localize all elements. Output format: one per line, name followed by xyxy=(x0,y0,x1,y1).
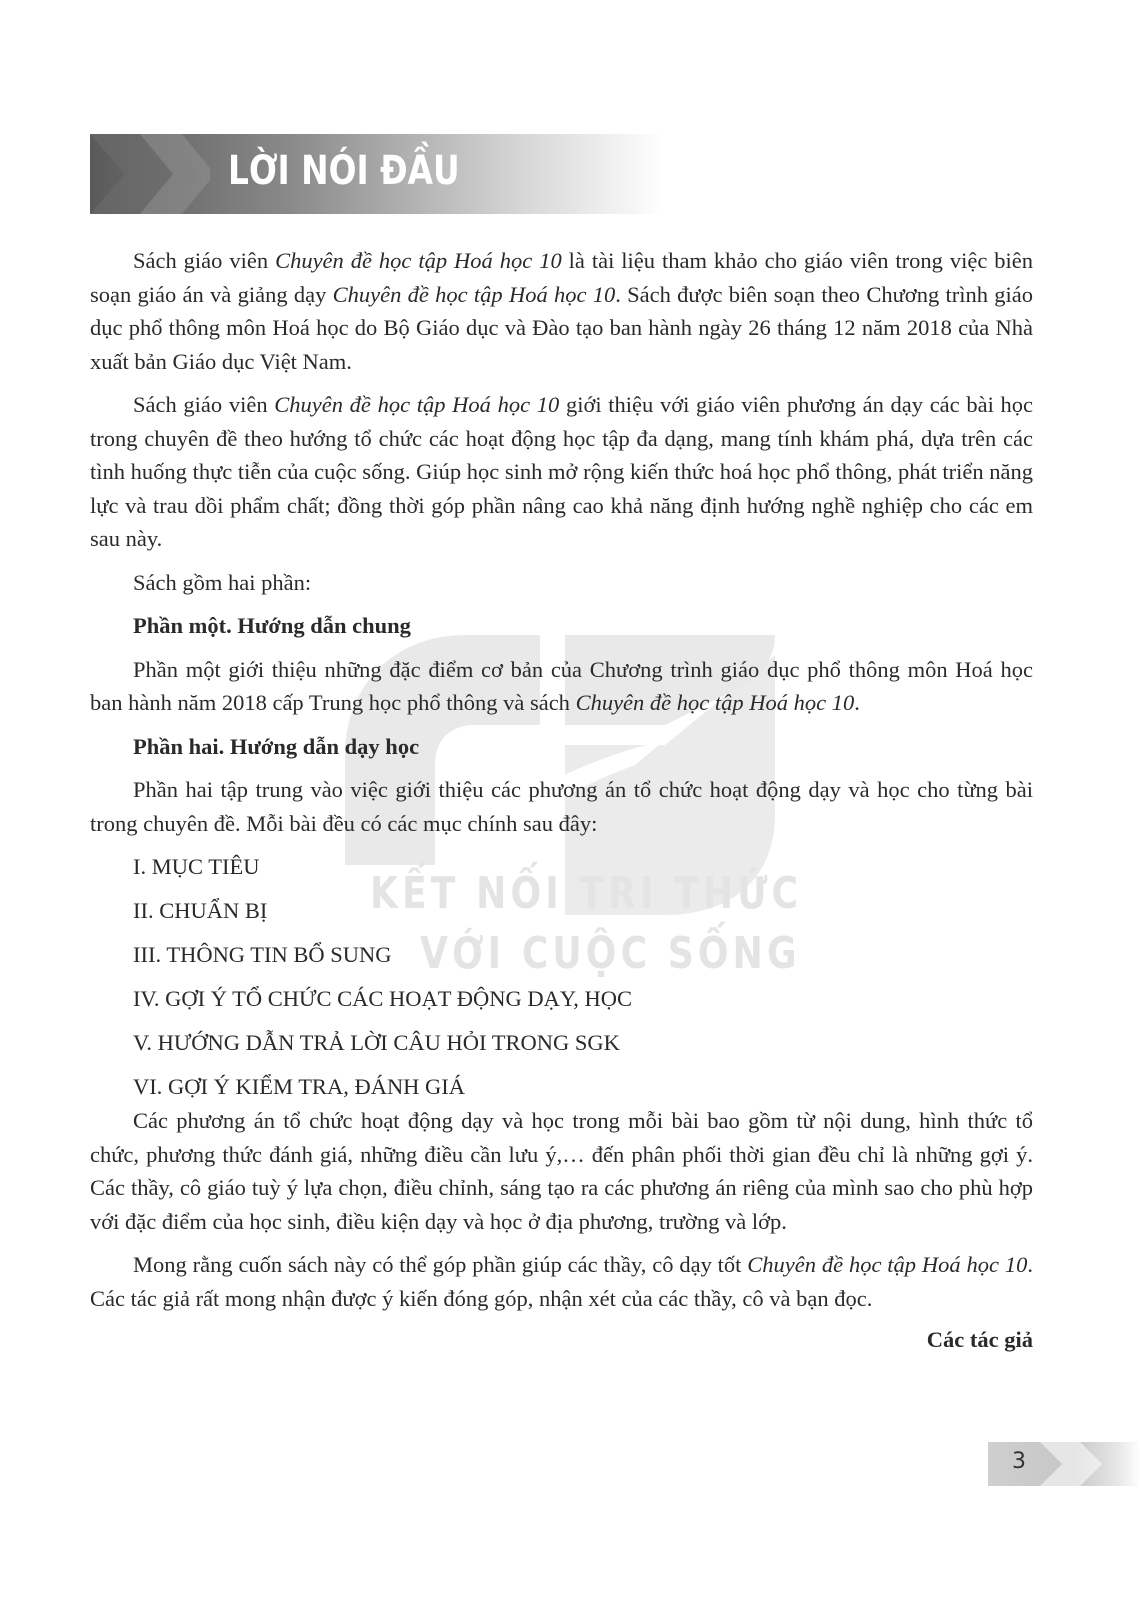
preface-body xyxy=(90,244,1033,1357)
signature: Các tác giả xyxy=(926,1327,1033,1352)
list-item: III. THÔNG TIN BỔ SUNG xyxy=(133,942,392,967)
list-item: V. HƯỚNG DẪN TRẢ LỜI CÂU HỎI TRONG SGK xyxy=(133,1030,620,1055)
paragraph-closing: Mong rằng cuốn sách này có thể góp phần giúp các thầy, cô dạy tốt Chuyên đề học tập Hoá học 10. Các tác giả rất mong nhận được ý kiến đóng góp, nhận xét của các thầy, cô và bạn đọc. xyxy=(90,1252,1033,1311)
part1-text: Phần một giới thiệu những đặc điểm cơ bản của Chương trình giáo dục phổ thông môn Hoá học ban hành năm 2018 cấp Trung học phổ thông và sách Chuyên đề học tập Hoá học 10. xyxy=(90,656,1033,715)
list-item: IV. GỢI Ý TỔ CHỨC CÁC HOẠT ĐỘNG DẠY, HỌC xyxy=(133,986,632,1011)
paragraph-intro: Sách giáo viên Chuyên đề học tập Hoá học 10 là tài liệu tham khảo cho giáo viên trong việc biên soạn giáo án và giảng dạy Chuyên đề học tập Hoá học 10. Sách được biên soạn theo Chương trình giáo dục phổ thông môn Hoá học do Bộ Giáo dục và Đào tạo ban hành ngày 26 tháng 12 năm 2018 của Nhà xuất bản Giáo dục Việt Nam. xyxy=(90,248,1033,374)
watermark-text-line2: VỚI CUỘC SỐNG xyxy=(420,928,801,979)
paragraph-structure: Sách gồm hai phần: xyxy=(133,569,312,595)
paragraph-description: Sách giáo viên Chuyên đề học tập Hoá học 10 giới thiệu với giáo viên phương án dạy các bài học trong chuyên đề theo hướng tổ chức các hoạt động học tập đa dạng, mang tính khám phá, dựa trên các tình huống thực tiễn của cuộc sống. Giúp học sinh mở rộng kiến thức hoá học phổ thông, phát triển năng lực và trau dồi phẩm chất; đồng thời góp phần nâng cao khả năng định hướng nghề nghiệp cho các em sau này. xyxy=(90,392,1033,551)
title-chevron-decoration xyxy=(90,134,210,214)
part2-text: Phần hai tập trung vào việc giới thiệu các phương án tổ chức hoạt động dạy và học cho từng bài trong chuyên đề. Mỗi bài đều có các mục chính sau đây: xyxy=(90,777,1033,836)
list-item: II. CHUẨN BỊ xyxy=(133,898,268,923)
part1-heading: Phần một. Hướng dẫn chung xyxy=(133,613,411,638)
page-number: 3 xyxy=(1012,1449,1026,1474)
watermark-text-line1: KẾT NỐI TRI THỨC xyxy=(370,868,803,919)
paragraph-notes: Các phương án tổ chức hoạt động dạy và học trong mỗi bài bao gồm từ nội dung, hình thức tổ chức, phương thức đánh giá, những điều cần lưu ý,… đến phân phối thời gian đều chỉ là những gợi ý. Các thầy, cô giáo tuỳ ý lựa chọn, điều chỉnh, sáng tạo ra các phương án riêng của mình sao cho phù hợp với đặc điểm của học sinh, điều kiện dạy và học ở địa phương, trường và lớp. xyxy=(90,1108,1033,1234)
page-title: LỜI NÓI ĐẦU xyxy=(228,148,460,194)
list-item: I. MỤC TIÊU xyxy=(133,854,260,879)
list-item: VI. GỢI Ý KIỂM TRA, ĐÁNH GIÁ xyxy=(133,1074,466,1099)
page-number-arrow-decoration xyxy=(1040,1442,1110,1486)
part2-heading: Phần hai. Hướng dẫn dạy học xyxy=(133,733,420,759)
